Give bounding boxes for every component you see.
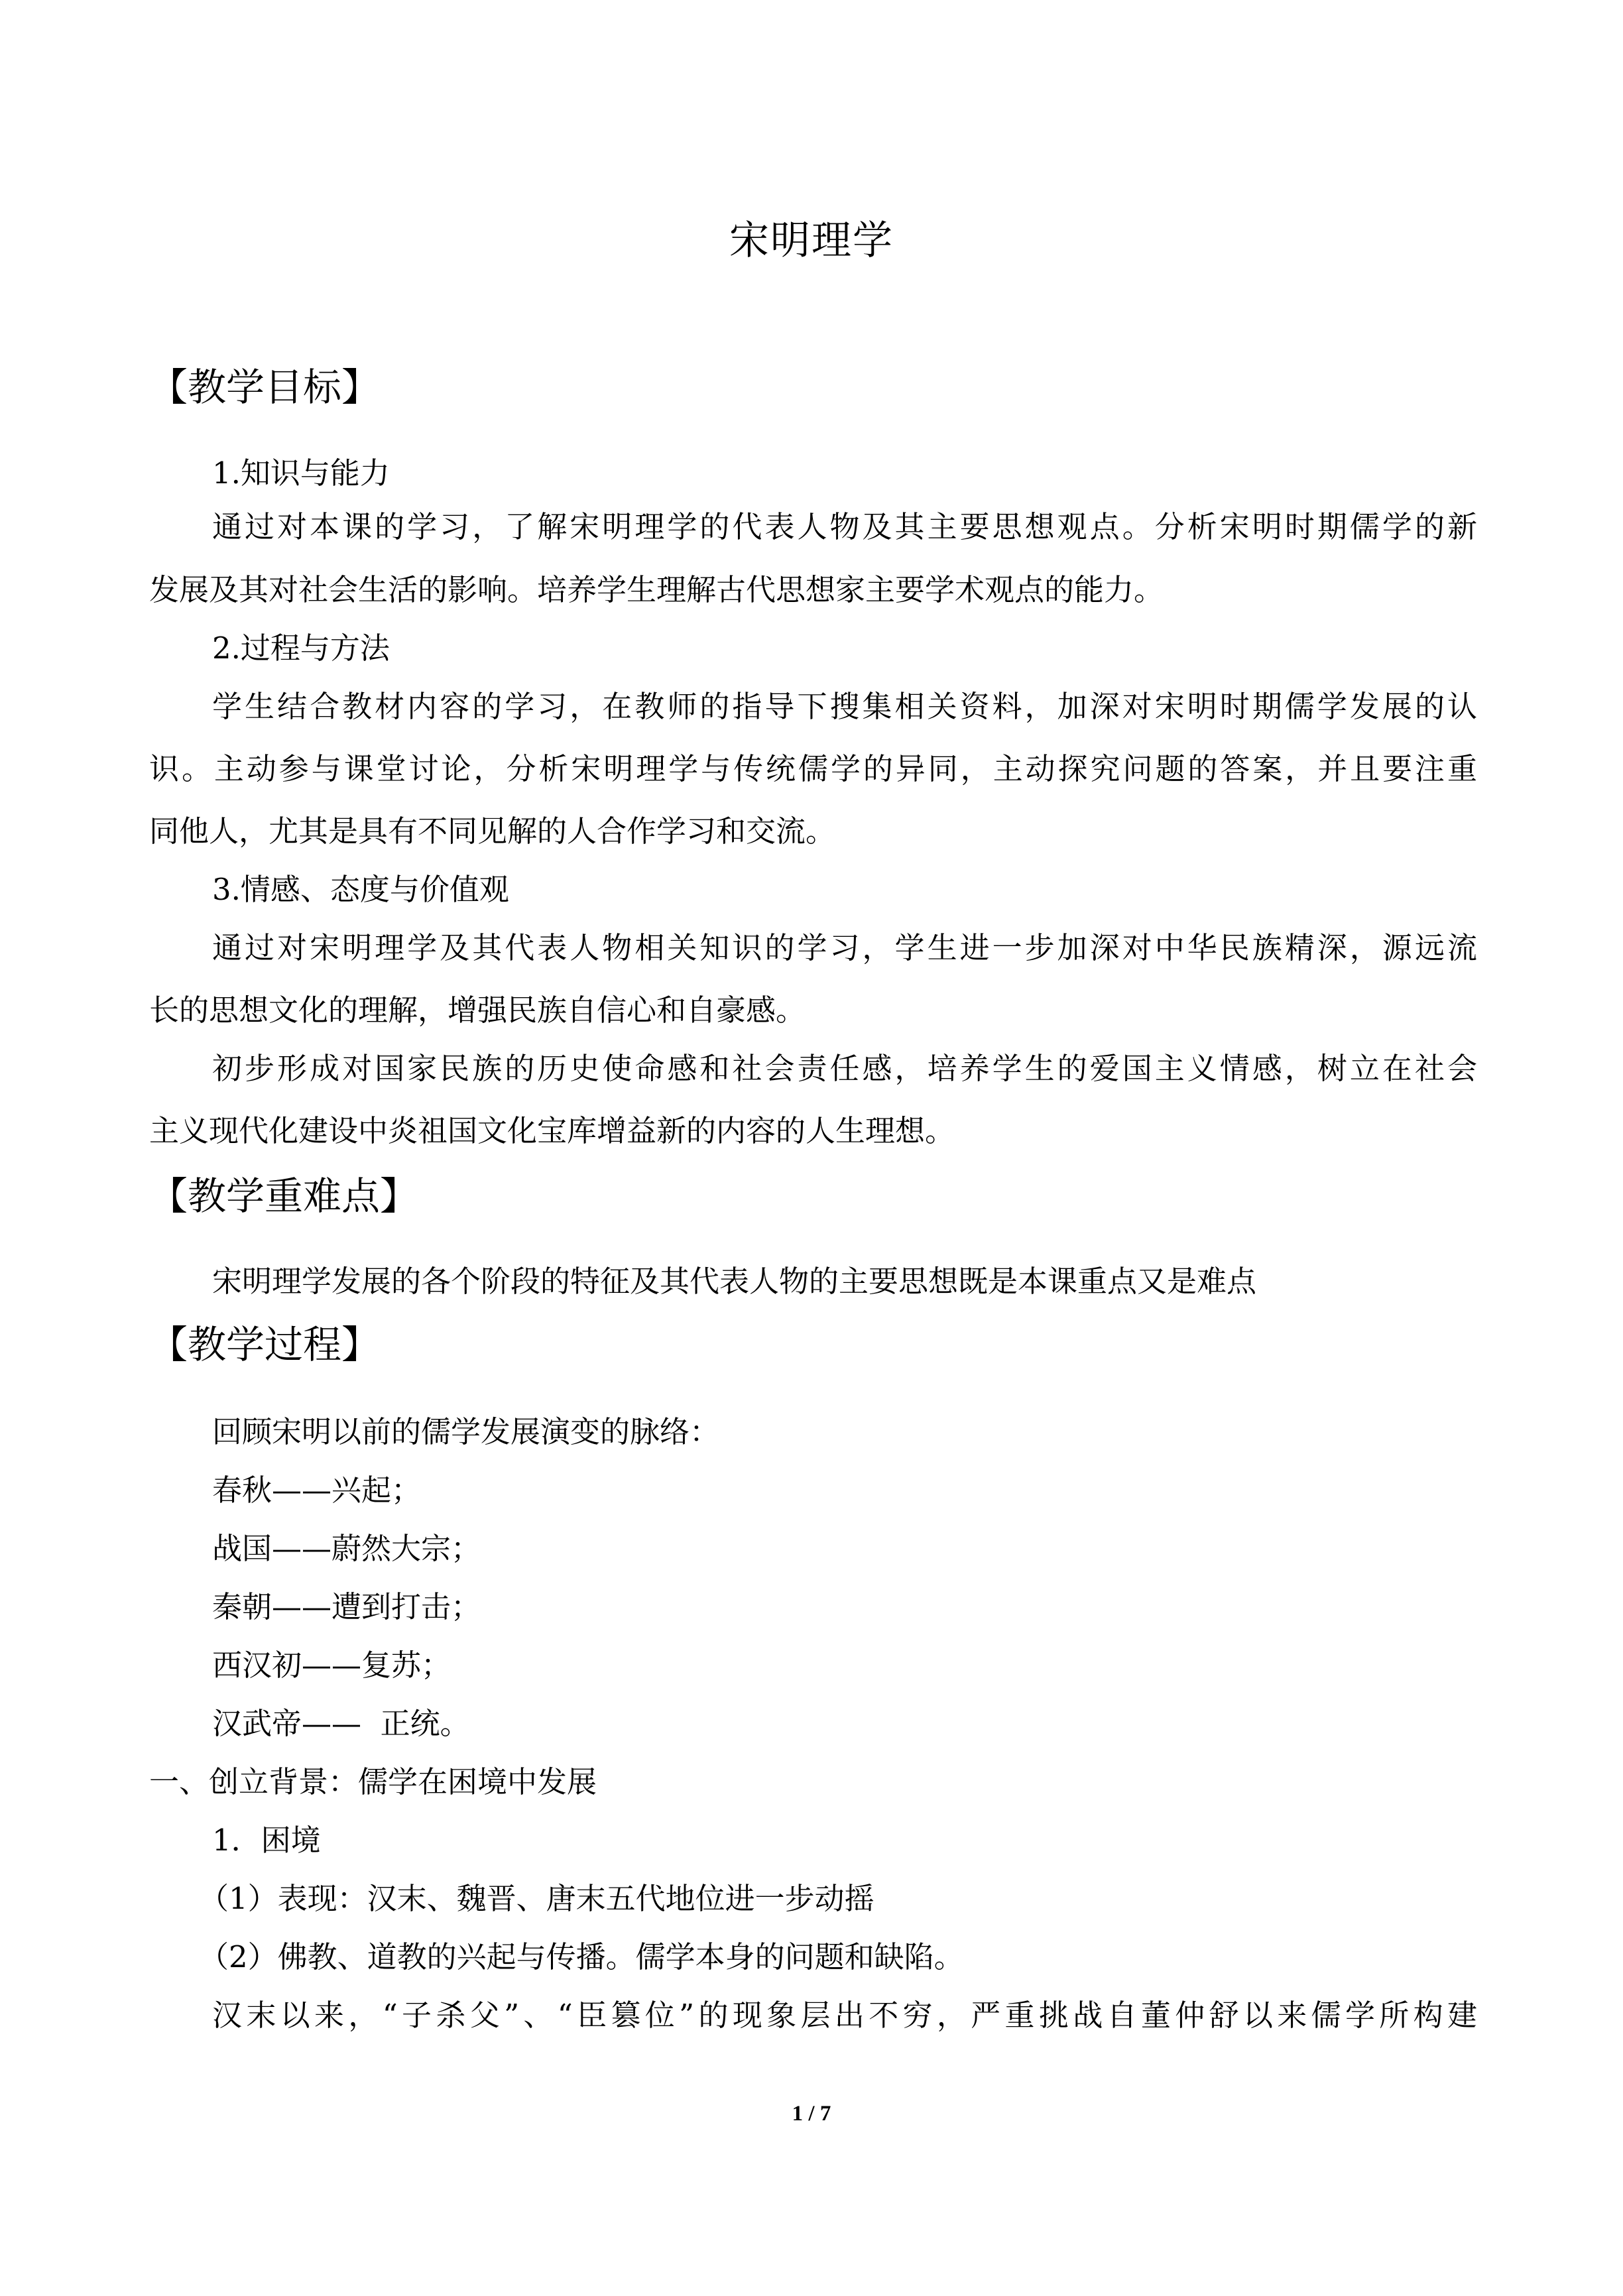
goal-1-paragraph-line-1: 通过对本课的学习，了解宋明理学的代表人物及其主要思想观点。分析宋明时期儒学的新 xyxy=(212,509,1477,544)
page-number: 1 / 7 xyxy=(792,2102,831,2126)
goal-2-paragraph-line-1: 学生结合教材内容的学习，在教师的指导下搜集相关资料，加深对宋明时期儒学发展的认 xyxy=(212,689,1477,724)
goal-2-label: 2.过程与方法 xyxy=(212,631,390,666)
timeline-item: 春秋——兴起； xyxy=(212,1473,422,1508)
goal-3-paragraph-2-line-1: 初步形成对国家民族的历史使命感和社会责任感，培养学生的爱国主义情感，树立在社会 xyxy=(212,1051,1477,1086)
goal-2-paragraph-line-3: 同他人，尤其是具有不同见解的人合作学习和交流。 xyxy=(149,814,836,849)
document-title: 宋明理学 xyxy=(729,217,894,264)
goal-2-paragraph-line-2: 识。主动参与课堂讨论，分析宋明理学与传统儒学的异同，主动探究问题的答案，并且要注重 xyxy=(149,751,1477,786)
part-1-item-1: （1）表现：汉末、魏晋、唐末五代地位进一步动摇 xyxy=(199,1881,874,1916)
part-1-subheading: 1．困境 xyxy=(212,1823,321,1858)
section-heading-keypoints: 【教学重难点】 xyxy=(149,1174,419,1219)
goal-3-paragraph-1-line-2: 长的思想文化的理解，增强民族自信心和自豪感。 xyxy=(149,993,806,1028)
goal-3-paragraph-1-line-1: 通过对宋明理学及其代表人物相关知识的学习，学生进一步加深对中华民族精深，源远流 xyxy=(212,930,1477,965)
timeline-item: 西汉初——复苏； xyxy=(212,1648,451,1683)
part-1-item-2: （2）佛教、道教的兴起与传播。儒学本身的问题和缺陷。 xyxy=(199,1939,964,1974)
goal-3-paragraph-2-line-2: 主义现代化建设中炎祖国文化宝库增益新的内容的人生理想。 xyxy=(149,1113,955,1148)
process-review-line: 回顾宋明以前的儒学发展演变的脉络： xyxy=(212,1414,720,1449)
timeline-item: 汉武帝—— 正统。 xyxy=(212,1706,470,1741)
section-heading-goals: 【教学目标】 xyxy=(149,365,381,410)
goal-3-label: 3.情感、态度与价值观 xyxy=(212,872,509,907)
goal-1-paragraph-line-2: 发展及其对社会生活的影响。培养学生理解古代思想家主要学术观点的能力。 xyxy=(149,572,1164,607)
timeline-item: 秦朝——遭到打击； xyxy=(212,1589,481,1624)
keypoints-paragraph: 宋明理学发展的各个阶段的特征及其代表人物的主要思想既是本课重点又是难点 xyxy=(212,1264,1257,1299)
part-1-paragraph-line-1: 汉末以来，“子杀父”、“臣篡位”的现象层出不穷，严重挑战自董仲舒以来儒学所构建 xyxy=(212,1998,1477,2033)
timeline-item: 战国——蔚然大宗； xyxy=(212,1531,481,1566)
goal-1-label: 1.知识与能力 xyxy=(212,455,390,491)
part-1-title: 一、创立背景：儒学在困境中发展 xyxy=(149,1764,597,1799)
section-heading-process: 【教学过程】 xyxy=(149,1322,381,1367)
